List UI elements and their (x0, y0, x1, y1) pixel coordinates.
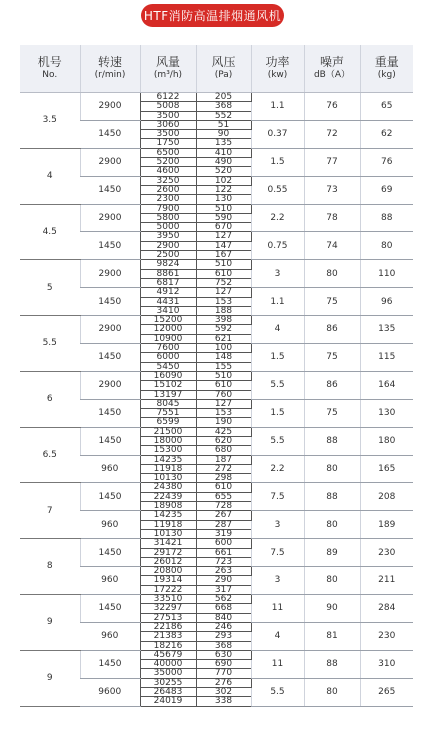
pressure-cell: 188 (196, 306, 251, 315)
model-no-cell: 5 (20, 260, 80, 316)
airflow-cell: 7900 (140, 204, 196, 213)
model-no-cell: 4 (20, 148, 80, 204)
pressure-cell: 153 (196, 297, 251, 306)
pressure-cell: 102 (196, 176, 251, 185)
power-cell: 7.5 (251, 539, 304, 567)
airflow-cell: 30255 (140, 678, 196, 687)
speed-cell: 1450 (80, 595, 140, 623)
weight-cell: 62 (360, 120, 413, 148)
header-speed: 转速 (r/min) (80, 45, 140, 93)
noise-cell: 88 (304, 650, 360, 678)
speed-cell: 2900 (80, 204, 140, 232)
pressure-cell: 319 (196, 529, 251, 538)
pressure-cell: 167 (196, 251, 251, 260)
airflow-cell: 3410 (140, 306, 196, 315)
power-cell: 1.5 (251, 148, 304, 176)
pressure-cell: 562 (196, 595, 251, 604)
speed-cell: 2900 (80, 316, 140, 344)
noise-cell: 80 (304, 260, 360, 288)
speed-cell: 1450 (80, 232, 140, 260)
airflow-cell: 24019 (140, 697, 196, 706)
pressure-cell: 668 (196, 604, 251, 613)
pressure-cell: 661 (196, 548, 251, 557)
header-pressure: 风压 (Pa) (196, 45, 251, 93)
airflow-cell: 8045 (140, 399, 196, 408)
airflow-cell: 22439 (140, 492, 196, 501)
pressure-cell: 127 (196, 288, 251, 297)
pressure-cell: 690 (196, 660, 251, 669)
speed-cell: 1450 (80, 176, 140, 204)
airflow-cell: 18000 (140, 436, 196, 445)
noise-cell: 81 (304, 622, 360, 650)
airflow-cell: 5008 (140, 102, 196, 111)
airflow-cell: 17222 (140, 585, 196, 594)
airflow-cell: 10900 (140, 334, 196, 343)
speed-cell: 960 (80, 567, 140, 595)
airflow-cell: 5000 (140, 223, 196, 232)
noise-cell: 74 (304, 232, 360, 260)
airflow-cell: 21383 (140, 632, 196, 641)
airflow-cell: 16090 (140, 371, 196, 380)
pressure-cell: 276 (196, 678, 251, 687)
model-no-cell: 6 (20, 371, 80, 427)
noise-cell: 72 (304, 120, 360, 148)
pressure-cell: 610 (196, 381, 251, 390)
airflow-cell: 3250 (140, 176, 196, 185)
power-cell: 3 (251, 260, 304, 288)
weight-cell: 80 (360, 232, 413, 260)
airflow-cell: 12000 (140, 325, 196, 334)
model-no-cell: 9 (20, 650, 80, 706)
speed-cell: 2900 (80, 371, 140, 399)
weight-cell: 180 (360, 427, 413, 455)
pressure-cell: 592 (196, 325, 251, 334)
airflow-cell: 2500 (140, 251, 196, 260)
airflow-cell: 9824 (140, 260, 196, 269)
noise-cell: 75 (304, 399, 360, 427)
airflow-cell: 10130 (140, 474, 196, 483)
power-cell: 0.37 (251, 120, 304, 148)
pressure-cell: 317 (196, 585, 251, 594)
pressure-cell: 490 (196, 158, 251, 167)
airflow-cell: 45679 (140, 650, 196, 659)
weight-cell: 76 (360, 148, 413, 176)
weight-cell: 211 (360, 567, 413, 595)
power-cell: 0.55 (251, 176, 304, 204)
pressure-cell: 148 (196, 353, 251, 362)
weight-cell: 310 (360, 650, 413, 678)
noise-cell: 88 (304, 427, 360, 455)
pressure-cell: 135 (196, 139, 251, 148)
airflow-cell: 5450 (140, 362, 196, 371)
header-row (20, 45, 413, 93)
weight-cell: 230 (360, 539, 413, 567)
power-cell: 4 (251, 622, 304, 650)
weight-cell: 96 (360, 288, 413, 316)
airflow-cell: 11918 (140, 520, 196, 529)
speed-cell: 960 (80, 455, 140, 483)
weight-cell: 165 (360, 455, 413, 483)
power-cell: 1.1 (251, 288, 304, 316)
weight-cell: 189 (360, 511, 413, 539)
weight-cell: 69 (360, 176, 413, 204)
noise-cell: 80 (304, 455, 360, 483)
header-power: 功率 (kw) (251, 45, 304, 93)
airflow-cell: 40000 (140, 660, 196, 669)
noise-cell: 80 (304, 511, 360, 539)
airflow-cell: 11918 (140, 464, 196, 473)
pressure-cell: 246 (196, 622, 251, 631)
airflow-cell: 15102 (140, 381, 196, 390)
airflow-cell: 6500 (140, 148, 196, 157)
weight-cell: 115 (360, 344, 413, 372)
pressure-cell: 770 (196, 669, 251, 678)
airflow-cell: 22186 (140, 622, 196, 631)
power-cell: 11 (251, 650, 304, 678)
pressure-cell: 127 (196, 232, 251, 241)
noise-cell: 75 (304, 288, 360, 316)
pressure-cell: 723 (196, 557, 251, 566)
airflow-cell: 4912 (140, 288, 196, 297)
pressure-cell: 368 (196, 102, 251, 111)
airflow-cell: 3060 (140, 120, 196, 129)
weight-cell: 135 (360, 316, 413, 344)
airflow-cell: 5800 (140, 213, 196, 222)
power-cell: 3 (251, 567, 304, 595)
weight-cell: 88 (360, 204, 413, 232)
power-cell: 2.2 (251, 455, 304, 483)
pressure-cell: 155 (196, 362, 251, 371)
weight-cell: 265 (360, 678, 413, 706)
airflow-cell: 3500 (140, 130, 196, 139)
weight-cell: 65 (360, 93, 413, 121)
pressure-cell: 410 (196, 148, 251, 157)
pressure-cell: 368 (196, 641, 251, 650)
pressure-cell: 510 (196, 260, 251, 269)
pressure-cell: 127 (196, 399, 251, 408)
pressure-cell: 610 (196, 269, 251, 278)
speed-cell: 1450 (80, 483, 140, 511)
noise-cell: 76 (304, 93, 360, 121)
speed-cell: 960 (80, 622, 140, 650)
pressure-cell: 520 (196, 167, 251, 176)
airflow-cell: 10130 (140, 529, 196, 538)
speed-cell: 960 (80, 511, 140, 539)
pressure-cell: 272 (196, 464, 251, 473)
airflow-cell: 2600 (140, 185, 196, 194)
pressure-cell: 263 (196, 567, 251, 576)
power-cell: 0.75 (251, 232, 304, 260)
pressure-cell: 147 (196, 241, 251, 250)
speed-cell: 1450 (80, 288, 140, 316)
noise-cell: 88 (304, 483, 360, 511)
noise-cell: 80 (304, 567, 360, 595)
noise-cell: 75 (304, 344, 360, 372)
noise-cell: 73 (304, 176, 360, 204)
model-no-cell: 8 (20, 539, 80, 595)
pressure-cell: 510 (196, 371, 251, 380)
pressure-cell: 190 (196, 418, 251, 427)
airflow-cell: 5200 (140, 158, 196, 167)
airflow-cell: 33510 (140, 595, 196, 604)
speed-cell: 1450 (80, 120, 140, 148)
noise-cell: 89 (304, 539, 360, 567)
speed-cell: 1450 (80, 344, 140, 372)
model-no-cell: 5.5 (20, 316, 80, 372)
table-row (20, 539, 413, 548)
page-title: HTF消防高温排烟通风机 (141, 4, 284, 27)
airflow-cell: 24380 (140, 483, 196, 492)
airflow-cell: 15300 (140, 446, 196, 455)
pressure-cell: 510 (196, 204, 251, 213)
pressure-cell: 552 (196, 111, 251, 120)
speed-cell: 1450 (80, 650, 140, 678)
spec-table (20, 45, 413, 707)
pressure-cell: 153 (196, 409, 251, 418)
pressure-cell: 130 (196, 195, 251, 204)
pressure-cell: 590 (196, 213, 251, 222)
pressure-cell: 100 (196, 344, 251, 353)
airflow-cell: 13197 (140, 390, 196, 399)
weight-cell: 110 (360, 260, 413, 288)
pressure-cell: 425 (196, 427, 251, 436)
pressure-cell: 338 (196, 697, 251, 706)
header-no: 机号 No. (20, 45, 80, 93)
pressure-cell: 620 (196, 436, 251, 445)
pressure-cell: 610 (196, 483, 251, 492)
pressure-cell: 90 (196, 130, 251, 139)
power-cell: 1.5 (251, 399, 304, 427)
noise-cell: 86 (304, 316, 360, 344)
header-weight: 重量 (kg) (360, 45, 413, 93)
pressure-cell: 398 (196, 316, 251, 325)
noise-cell: 78 (304, 204, 360, 232)
header-noise: 噪声 dB（A） (304, 45, 360, 93)
weight-cell: 130 (360, 399, 413, 427)
airflow-cell: 4600 (140, 167, 196, 176)
pressure-cell: 298 (196, 474, 251, 483)
speed-cell: 2900 (80, 148, 140, 176)
airflow-cell: 15200 (140, 316, 196, 325)
airflow-cell: 6599 (140, 418, 196, 427)
power-cell: 2.2 (251, 204, 304, 232)
pressure-cell: 302 (196, 688, 251, 697)
pressure-cell: 728 (196, 502, 251, 511)
airflow-cell: 26483 (140, 688, 196, 697)
airflow-cell: 32297 (140, 604, 196, 613)
airflow-cell: 19314 (140, 576, 196, 585)
airflow-cell: 6122 (140, 93, 196, 102)
model-no-cell: 3.5 (20, 93, 80, 149)
model-no-cell: 9 (20, 595, 80, 651)
pressure-cell: 655 (196, 492, 251, 501)
pressure-cell: 680 (196, 446, 251, 455)
model-no-cell: 7 (20, 483, 80, 539)
airflow-cell: 14235 (140, 455, 196, 464)
noise-cell: 86 (304, 371, 360, 399)
pressure-cell: 630 (196, 650, 251, 659)
airflow-cell: 21500 (140, 427, 196, 436)
airflow-cell: 8861 (140, 269, 196, 278)
airflow-cell: 2900 (140, 241, 196, 250)
speed-cell: 1450 (80, 427, 140, 455)
pressure-cell: 600 (196, 539, 251, 548)
airflow-cell: 2300 (140, 195, 196, 204)
speed-cell: 1450 (80, 539, 140, 567)
spec-body (20, 93, 413, 707)
pressure-cell: 287 (196, 520, 251, 529)
airflow-cell: 1750 (140, 139, 196, 148)
power-cell: 5.5 (251, 678, 304, 706)
weight-cell: 208 (360, 483, 413, 511)
pressure-cell: 267 (196, 511, 251, 520)
table-row (20, 260, 413, 269)
model-no-cell: 4.5 (20, 204, 80, 260)
airflow-cell: 3950 (140, 232, 196, 241)
speed-cell: 9600 (80, 678, 140, 706)
pressure-cell: 752 (196, 278, 251, 287)
table-row (20, 204, 413, 213)
airflow-cell: 7600 (140, 344, 196, 353)
pressure-cell: 670 (196, 223, 251, 232)
header-airflow: 风量 (m³/h) (140, 45, 196, 93)
airflow-cell: 4431 (140, 297, 196, 306)
power-cell: 7.5 (251, 483, 304, 511)
pressure-cell: 621 (196, 334, 251, 343)
airflow-cell: 7551 (140, 409, 196, 418)
pressure-cell: 290 (196, 576, 251, 585)
airflow-cell: 18216 (140, 641, 196, 650)
pressure-cell: 187 (196, 455, 251, 464)
model-no-cell: 6.5 (20, 427, 80, 483)
noise-cell: 90 (304, 595, 360, 623)
table-row (20, 483, 413, 492)
airflow-cell: 20800 (140, 567, 196, 576)
noise-cell: 77 (304, 148, 360, 176)
airflow-cell: 31421 (140, 539, 196, 548)
airflow-cell: 29172 (140, 548, 196, 557)
power-cell: 1.5 (251, 344, 304, 372)
power-cell: 11 (251, 595, 304, 623)
power-cell: 5.5 (251, 371, 304, 399)
power-cell: 5.5 (251, 427, 304, 455)
airflow-cell: 26012 (140, 557, 196, 566)
airflow-cell: 27513 (140, 613, 196, 622)
weight-cell: 230 (360, 622, 413, 650)
speed-cell: 2900 (80, 93, 140, 121)
speed-cell: 2900 (80, 260, 140, 288)
speed-cell: 1450 (80, 399, 140, 427)
power-cell: 3 (251, 511, 304, 539)
pressure-cell: 122 (196, 185, 251, 194)
airflow-cell: 6000 (140, 353, 196, 362)
airflow-cell: 14235 (140, 511, 196, 520)
pressure-cell: 293 (196, 632, 251, 641)
weight-cell: 284 (360, 595, 413, 623)
pressure-cell: 51 (196, 120, 251, 129)
pressure-cell: 760 (196, 390, 251, 399)
pressure-cell: 840 (196, 613, 251, 622)
airflow-cell: 3500 (140, 111, 196, 120)
noise-cell: 80 (304, 678, 360, 706)
pressure-cell: 205 (196, 93, 251, 102)
power-cell: 4 (251, 316, 304, 344)
power-cell: 1.1 (251, 93, 304, 121)
airflow-cell: 35000 (140, 669, 196, 678)
airflow-cell: 18908 (140, 502, 196, 511)
airflow-cell: 6817 (140, 278, 196, 287)
weight-cell: 164 (360, 371, 413, 399)
